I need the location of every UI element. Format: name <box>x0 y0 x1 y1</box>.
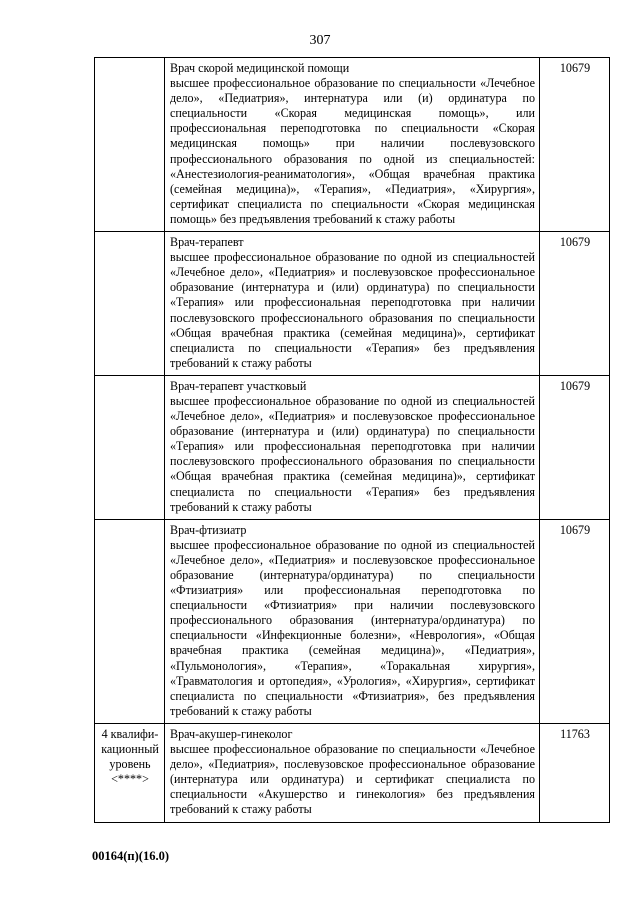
position-title: Врач-терапевт участковый <box>170 378 307 393</box>
document-code: 00164(п)(16.0) <box>92 849 169 863</box>
position-description-cell <box>165 723 540 822</box>
position-requirements: высшее профессиональное образование по одной из специальностей «Лечебное дело», «Педиатрия» и послевузовское профессиональное образование (интернатура/ординатура) по специальности «Фтизиатрия» или профессиональная переподготовка по специальности «Фтизиатрия» при наличии послевузовского профессионального образования (интернатура/ординатура) по специальности «Инфекционные болезни», «Неврология», «Общая врачебная практика (семейная медицина)», «Педиатрия», «Пульмонология», «Терапия», «Торакальная хирургия», «Травматология и ортопедия», «Урология», «Хирургия», сертификат специалиста по специальности «Фтизиатрия», без предъявления требований к стажу работы <box>170 537 535 718</box>
qualification-level-cell <box>95 58 165 232</box>
qualification-level-cell <box>95 519 165 723</box>
table-row <box>95 58 610 232</box>
table-row <box>95 375 610 519</box>
position-description-cell <box>165 58 540 232</box>
salary-cell: 10679 <box>540 519 610 723</box>
qualification-level-cell <box>95 375 165 519</box>
position-title: Врач скорой медицинской помощи <box>170 61 350 75</box>
position-requirements: высшее профессиональное образование по специальности «Лечебное дело», «Педиатрия», послевузовское профессиональное образование (интернатура или ординатура) и сертификат специалиста по специальности «Акушерство и гинекология» без предъявления требований к стажу работы <box>170 742 535 817</box>
position-description-cell <box>165 375 540 519</box>
position-title: Врач-терапевт <box>170 235 244 250</box>
salary-cell: 10679 <box>540 232 610 376</box>
position-title: Врач-акушер-гинеколог <box>170 726 293 741</box>
salary-cell: 10679 <box>540 375 610 519</box>
position-requirements: высшее профессиональное образование по одной из специальностей «Лечебное дело», «Педиатрия» и послевузовское профессиональное образование (интернатура и (или) ординатура) по специальности «Терапия» или профессиональная переподготовка при наличии послевузовского профессионального образования по специальности «Общая врачебная практика (семейная медицина)», сертификат специалиста по специальности «Терапия» без предъявления требований к стажу работы <box>170 250 535 370</box>
salary-cell: 11763 <box>540 723 610 822</box>
qualification-level-cell <box>95 232 165 376</box>
table-row <box>95 232 610 376</box>
position-description-cell <box>165 232 540 376</box>
salary-cell: 10679 <box>540 58 610 232</box>
position-description-cell <box>165 519 540 723</box>
table-row <box>95 723 610 822</box>
position-title: Врач-фтизиатр <box>170 522 247 537</box>
qualification-table <box>94 57 610 823</box>
qualification-level-cell: 4 квалифи-кационный уровень <****> <box>95 723 165 822</box>
table-row <box>95 519 610 723</box>
page-number: 307 <box>309 33 331 48</box>
position-requirements: высшее профессиональное образование по специальности «Лечебное дело», «Педиатрия», интернатура или (и) ординатура по специальности «Скорая медицинская помощь», или профессиональная переподготовка по специальности «Скорая медицинская помощь» при наличии послевузовского профессионального образования по одной из специальностей: «Анестезиология-реаниматология», «Общая врачебная практика (семейная медицина)», «Терапия», «Педиатрия», «Хирургия», сертификат специалиста по специальности «Скорая медицинская помощь» без предъявления требований к стажу работы <box>170 76 535 226</box>
position-requirements: высшее профессиональное образование по одной из специальностей «Лечебное дело», «Педиатрия» и послевузовское профессиональное образование (интернатура и (или) ординатура) по специальности «Терапия» или профессиональная переподготовка при наличии послевузовского профессионального образования по специальности «Общая врачебная практика (семейная медицина)», сертификат специалиста по специальности «Терапия» без предъявления требований к стажу работы <box>170 393 535 514</box>
